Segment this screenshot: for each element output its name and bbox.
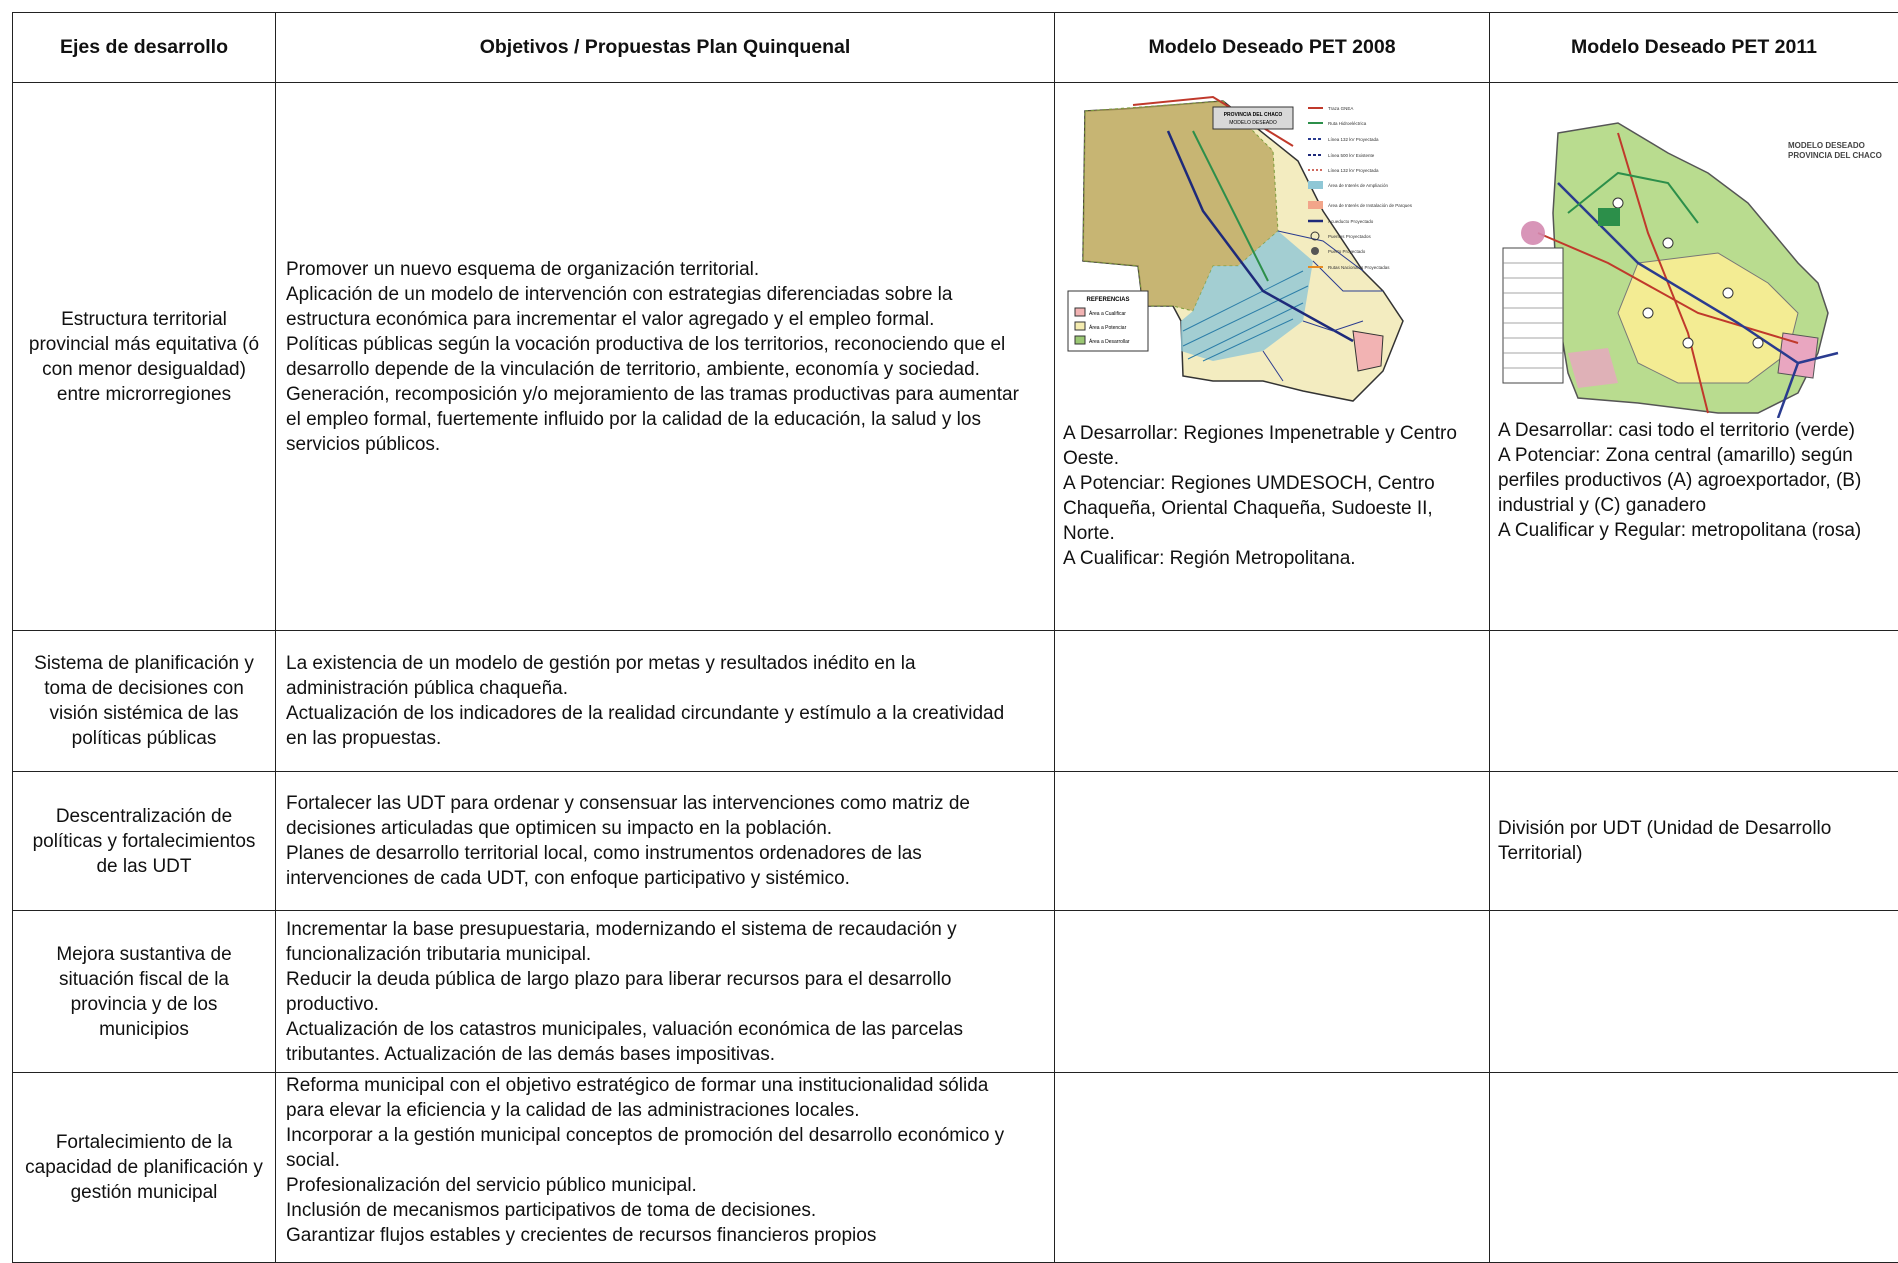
- eje-cell: Sistema de planificación y toma de decisiones con visión sistémica de las políticas públicas: [13, 631, 276, 772]
- svg-text:Área de Interés de Ampliación: Área de Interés de Ampliación: [1328, 182, 1389, 188]
- svg-text:REFERENCIAS: REFERENCIAS: [1086, 297, 1129, 303]
- svg-text:Área a Potenciar: Área a Potenciar: [1089, 324, 1127, 331]
- pet2008-cell: [1055, 911, 1490, 1073]
- header-pet2008: Modelo Deseado PET 2008: [1055, 13, 1490, 83]
- svg-text:Línea 132 kV Proyectada: Línea 132 kV Proyectada: [1328, 168, 1379, 173]
- pet2008-cell: [1055, 631, 1490, 772]
- map2008-title: PROVINCIA DEL CHACO: [1224, 112, 1283, 118]
- table-row: [13, 83, 1898, 631]
- map2011-title: MODELO DESEADO: [1788, 141, 1865, 150]
- svg-text:Traza GNEA: Traza GNEA: [1328, 106, 1353, 111]
- pet2011-cell: MODELO DESEADO PROVINCIA DEL CHACO A Desarrollar: casi todo el territorio (verde) A Potenciar: Zona central (amarillo) según perfiles productivos (A) agroexportador, (B) industrial y (C) ganadero A Cualificar y Regular: metropolitana (rosa): [1490, 83, 1898, 631]
- pet2011-map: [1498, 113, 1890, 418]
- svg-text:Puerto Proyectado: Puerto Proyectado: [1328, 249, 1366, 254]
- eje-cell: Estructura territorial provincial más equitativa (ó con menor desigualdad) entre microrregiones: [13, 83, 276, 631]
- header-objetivos: Objetivos / Propuestas Plan Quinquenal: [276, 13, 1055, 83]
- svg-text:Ruta Hidroeléctrica: Ruta Hidroeléctrica: [1328, 121, 1367, 126]
- pet2011-cell: [1490, 1073, 1898, 1263]
- svg-text:PROVINCIA DEL CHACO: PROVINCIA DEL CHACO: [1788, 151, 1882, 160]
- svg-text:Área de Interés de Instalación: Área de Interés de Instalación de Parques: [1328, 202, 1413, 208]
- pet2008-cell: [1055, 1073, 1490, 1263]
- header-row: [13, 13, 1898, 83]
- header-pet2011: Modelo Deseado PET 2011: [1490, 13, 1898, 83]
- objetivos-cell: Reforma municipal con el objetivo estratégico de formar una institucionalidad sólida para elevar la eficiencia y la calidad de las administraciones locales. Incorporar a la gestión municipal conceptos de promoción del desarrollo económico y social. Profesionalización del servicio público municipal. Inclusión de mecanismos participativos de toma de decisiones. Garantizar flujos estables y crecientes de recursos financieros propios: [276, 1073, 1055, 1263]
- pet2008-cell: [1055, 772, 1490, 911]
- eje-cell: Descentralización de políticas y fortalecimientos de las UDT: [13, 772, 276, 911]
- svg-text:MODELO DESEADO: MODELO DESEADO: [1229, 120, 1277, 126]
- table-row: [13, 1073, 1898, 1263]
- svg-text:Acueducto Proyectado: Acueducto Proyectado: [1328, 219, 1374, 224]
- svg-text:Línea 500 kV Existente: Línea 500 kV Existente: [1328, 153, 1375, 158]
- svg-text:Área a Desarrollar: Área a Desarrollar: [1089, 338, 1130, 345]
- map2011-legend: [1503, 248, 1563, 383]
- map2008-legend: [1068, 291, 1148, 351]
- svg-text:Línea 132 kV Proyectada: Línea 132 kV Proyectada: [1328, 137, 1379, 142]
- objetivos-cell: Incrementar la base presupuestaria, modernizando el sistema de recaudación y funcionalización tributaria municipal. Reducir la deuda pública de largo plazo para liberar recursos para el desarrollo productivo. Actualización de los catastros municipales, valuación económica de las parcelas tributantes. Actualización de las demás bases impositivas.: [276, 911, 1055, 1073]
- svg-text:Rutas Nacionales Proyectadas: Rutas Nacionales Proyectadas: [1328, 265, 1390, 270]
- table-row: [13, 911, 1898, 1073]
- objetivos-cell: La existencia de un modelo de gestión por metas y resultados inédito en la administración pública chaqueña. Actualización de los indicadores de la realidad circundante y estímulo a la creatividad en las propuestas.: [276, 631, 1055, 772]
- pet2008-map: [1063, 91, 1481, 421]
- objetivos-cell: Promover un nuevo esquema de organización territorial. Aplicación de un modelo de intervención con estrategias diferenciadas sobre la estructura económica para incrementar el valor agregado y el empleo formal. Políticas públicas según la vocación productiva de los territorios, reconociendo que el desarrollo depende de la vinculación de territorio, ambiente, economía y sociedad. Generación, recomposición y/o mejoramiento de las tramas productivas para aumentar el empleo formal, fuertemente influido por la calidad de la educación, la salud y los servicios públicos.: [276, 83, 1055, 631]
- table-row: [13, 772, 1898, 911]
- eje-cell: Mejora sustantiva de situación fiscal de la provincia y de los municipios: [13, 911, 276, 1073]
- pet2011-cell: [1490, 631, 1898, 772]
- pet2011-cell: División por UDT (Unidad de Desarrollo Territorial): [1490, 772, 1898, 911]
- objetivos-cell: Fortalecer las UDT para ordenar y consensuar las intervenciones como matriz de decisiones articuladas que optimicen su impacto en la población. Planes de desarrollo territorial local, como instrumentos ordenadores de las intervenciones de cada UDT, con enfoque participativo y sistémico.: [276, 772, 1055, 911]
- development-table: [12, 12, 1898, 1263]
- svg-text:Área a Cualificar: Área a Cualificar: [1089, 310, 1126, 317]
- svg-text:Puentes Proyectados: Puentes Proyectados: [1328, 234, 1372, 239]
- pet2011-cell: [1490, 911, 1898, 1073]
- header-ejes: Ejes de desarrollo: [13, 13, 276, 83]
- region-cualificar: [1353, 331, 1383, 371]
- eje-cell: Fortalecimiento de la capacidad de planificación y gestión municipal: [13, 1073, 276, 1263]
- pet2008-cell: PROVINCIA DEL CHACO MODELO DESEADO Traza GNEA Ruta Hidroeléctrica Línea 132 kV Proyectada Línea 500 kV Existente Línea 132 kV Proyectada Área de Interés de Ampliación Área de Interés de Instalación de Parques Acueducto Proyectado Puentes Proyectados Puerto Proyectado Rutas Nacionales Proyectadas REFERENCIAS Área a Cualificar Área a Potenciar Área a Desarrollar A Desarrollar: Regiones Impenetrable y Centro Oeste. A Potenciar: Regiones UMDESOCH, Centro Chaqueña, Oriental Chaqueña, Sudoeste II, Norte. A Cualificar: Región Metropolitana.: [1055, 83, 1490, 631]
- table-row: [13, 631, 1898, 772]
- chaco-map-2008: [1063, 91, 1481, 421]
- chaco-map-2011: [1498, 113, 1890, 418]
